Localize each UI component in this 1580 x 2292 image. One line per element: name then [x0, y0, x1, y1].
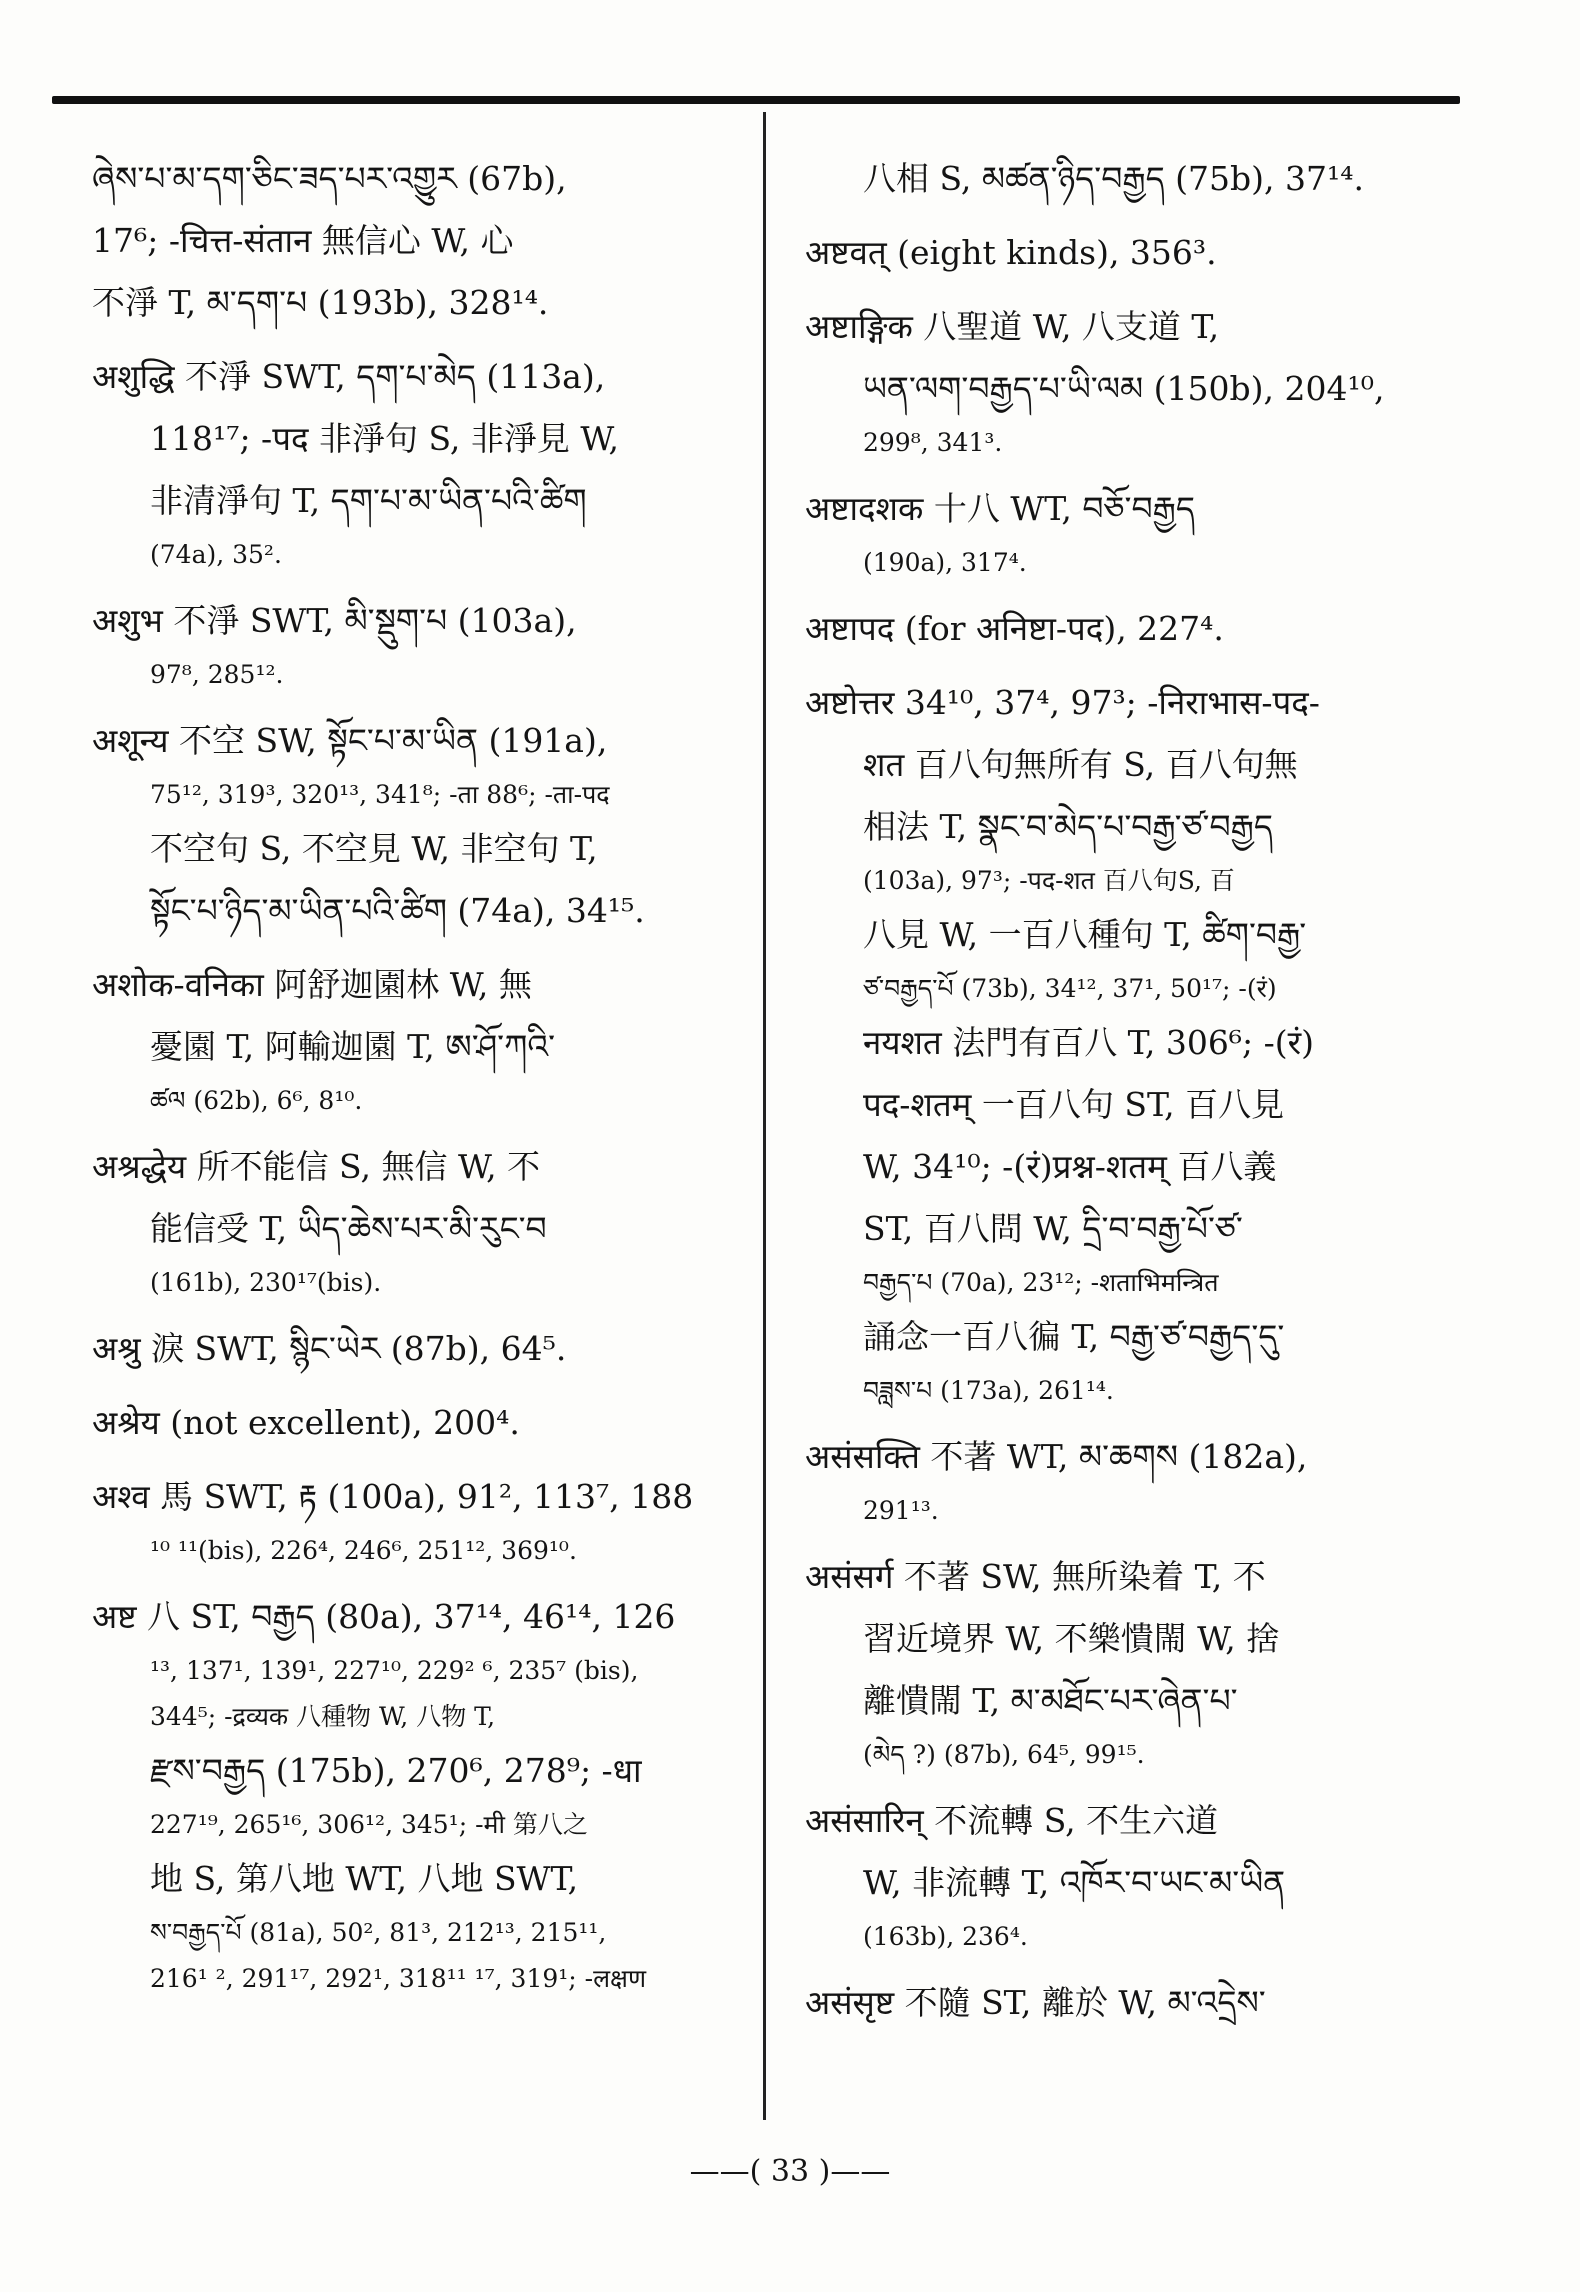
- entry-line: असंसारिन् 不流轉 S, 不生六道: [805, 1801, 1219, 1840]
- entry-line: अशुभ 不淨 SWT, མི་སྡུག་པ (103a),: [92, 601, 577, 640]
- entry-line: 相法 T, སྣང་བ་མེད་པ་བརྒྱ་ཙ་བརྒྱད: [863, 807, 1273, 846]
- entry-line: ¹⁰ ¹¹(bis), 226⁴, 246⁶, 251¹², 369¹⁰.: [150, 1536, 577, 1565]
- entry-line: अश्रेय (not excellent), 200⁴.: [92, 1403, 520, 1442]
- dictionary-entry: [92, 954, 732, 1124]
- entry-line: བརྒྱད་པ (70a), 23¹²; -शताभिमन्त्रित: [863, 1268, 1219, 1297]
- entry-line: अष्टवत् (eight kinds), 356³.: [805, 233, 1217, 272]
- entry-line: W, 34¹⁰; -(रं)प्रश्न-शतम् 百八義: [863, 1147, 1277, 1186]
- entry-line: ST, 百八問 W, དྲི་བ་བརྒྱ་པོ་ཙ་: [863, 1209, 1243, 1248]
- entry-line: 291¹³.: [863, 1496, 939, 1525]
- dictionary-entry: [805, 672, 1445, 1414]
- dictionary-entry: [805, 1546, 1445, 1778]
- dictionary-entry: [92, 1586, 732, 2002]
- dictionary-entry: [805, 296, 1445, 466]
- entry-line: 216¹ ², 291¹⁷, 292¹, 318¹¹ ¹⁷, 319¹; -लक्षण: [150, 1964, 647, 1993]
- entry-line: पद-शतम् 一百八句 ST, 百八見: [863, 1085, 1285, 1124]
- entry-line: ས་བརྒྱད་པོ (81a), 50², 81³, 212¹³, 215¹¹,: [150, 1918, 607, 1947]
- entry-line: 非清淨句 T, དག་པ་མ་ཡིན་པའི་ཚིག: [150, 481, 587, 520]
- entry-line: ཡན་ལག་བརྒྱད་པ་ཡི་ལམ (150b), 204¹⁰,: [863, 369, 1385, 408]
- entry-line: शत 百八句無所有 S, 百八句無: [863, 745, 1298, 784]
- dictionary-entry: [805, 1972, 1445, 2034]
- entry-line: अशुद्धि 不淨 SWT, དག་པ་མེད (113a),: [92, 357, 606, 396]
- entry-line: अष्टादशक 十八 WT, བཅོ་བརྒྱད: [805, 489, 1195, 528]
- top-rule: [52, 96, 1460, 104]
- dictionary-entry: [92, 710, 732, 942]
- entry-line: (161b), 230¹⁷(bis).: [150, 1268, 382, 1297]
- dictionary-entry: [92, 148, 732, 334]
- entry-line: 八見 W, 一百八種句 T, ཚིག་བརྒྱ་: [863, 915, 1307, 954]
- left-column: [92, 148, 732, 2014]
- page-number: ——( 33 )——: [689, 2154, 891, 2189]
- entry-line: 不淨 T, མ་དག་པ (193b), 328¹⁴.: [92, 283, 549, 322]
- dictionary-entry: [805, 1426, 1445, 1534]
- entry-line: 習近境界 W, 不樂憒閙 W, 捨: [863, 1619, 1280, 1658]
- right-column: [805, 148, 1445, 2046]
- entry-line: (163b), 236⁴.: [863, 1922, 1028, 1951]
- entry-line: अश्रद्धेय 所不能信 S, 無信 W, 不: [92, 1147, 541, 1186]
- entry-line: अश्व 馬 SWT, རྟ (100a), 91², 113⁷, 188: [92, 1477, 694, 1516]
- dictionary-entry: [805, 598, 1445, 660]
- entry-line: अशोक-वनिका 阿舒迦園林 W, 無: [92, 965, 532, 1004]
- entry-line: 227¹⁹, 265¹⁶, 306¹², 345¹; -मी 第八之: [150, 1810, 588, 1839]
- entry-line: अष्टापद (for अनिष्टा-पद), 227⁴.: [805, 609, 1224, 648]
- entry-line: ¹³, 137¹, 139¹, 227¹⁰, 229² ⁶, 235⁷ (bis),: [150, 1656, 639, 1685]
- entry-line: (190a), 317⁴.: [863, 548, 1027, 577]
- entry-line: 17⁶; -चित्त-संतान 無信心 W, 心: [92, 221, 514, 260]
- entry-line: 299⁸, 341³.: [863, 428, 1003, 457]
- entry-line: 地 S, 第八地 WT, 八地 SWT,: [150, 1859, 579, 1898]
- entry-line: अष्टाङ्गिक 八聖道 W, 八支道 T,: [805, 307, 1220, 346]
- entry-line: སྟོང་པ་ཉིད་མ་ཡིན་པའི་ཚིག (74a), 34¹⁵.: [150, 891, 645, 930]
- entry-line: अष्टोत्तर 34¹⁰, 37⁴, 97³; -निराभास-पद-: [805, 683, 1320, 722]
- entry-line: 344⁵; -द्रव्यक 八種物 W, 八物 T,: [150, 1702, 496, 1731]
- entry-line: 118¹⁷; -पद 非淨句 S, 非淨見 W,: [150, 419, 619, 458]
- entry-line: 75¹², 319³, 320¹³, 341⁸; -ता 88⁶; -ता-पद: [150, 780, 610, 809]
- entry-line: (103a), 97³; -पद-शत 百八句S, 百: [863, 866, 1235, 895]
- entry-line: अशून्य 不空 SW, སྟོང་པ་མ་ཡིན (191a),: [92, 721, 608, 760]
- entry-line: 誦念一百八徧 T, བརྒྱ་ཙ་བརྒྱད་དུ་: [863, 1317, 1285, 1356]
- dictionary-entry: [805, 478, 1445, 586]
- entry-line: नयशत 法門有百八 T, 306⁶; -(रं): [863, 1023, 1315, 1062]
- dictionary-entry: [92, 590, 732, 698]
- entry-line: (མེད ?) (87b), 64⁵, 99¹⁵.: [863, 1740, 1145, 1769]
- entry-line: असंसर्ग 不著 SW, 無所染着 T, 不: [805, 1557, 1266, 1596]
- dictionary-entry: [805, 1790, 1445, 1960]
- dictionary-entry: [92, 346, 732, 578]
- entry-line: असंसक्ति 不著 WT, མ་ཆགས (182a),: [805, 1437, 1308, 1476]
- entry-line: 八相 S, མཚན་ཉིད་བརྒྱད (75b), 37¹⁴.: [863, 159, 1364, 198]
- entry-line: ཚལ (62b), 6⁶, 8¹⁰.: [150, 1086, 363, 1115]
- entry-line: (74a), 35².: [150, 540, 282, 569]
- dictionary-entry: [92, 1136, 732, 1306]
- entry-line: असंसृष्ट 不隨 ST, 離於 W, མ་འདྲེས་: [805, 1983, 1266, 2022]
- entry-line: अश्रु 淚 SWT, སྙིང་ཡེར (87b), 64⁵.: [92, 1329, 567, 1368]
- entry-line: 離憒閙 T, མ་མཐོང་པར་ཞེན་པ་: [863, 1681, 1238, 1720]
- dictionary-entry: [805, 148, 1445, 210]
- entry-line: 能信受 T, ཡིད་ཆེས་པར་མི་རུང་བ: [150, 1209, 547, 1248]
- dictionary-entry: [92, 1392, 732, 1454]
- dictionary-entry: [92, 1318, 732, 1380]
- dictionary-entry: [92, 1466, 732, 1574]
- dictionary-entry: [805, 222, 1445, 284]
- entry-line: ཙ་བརྒྱད་པོ (73b), 34¹², 37¹, 50¹⁷; -(रं): [863, 974, 1277, 1003]
- column-divider: [763, 112, 766, 2120]
- entry-line: རྫས་བརྒྱད (175b), 270⁶, 278⁹; -धा: [150, 1751, 642, 1790]
- entry-line: 憂園 T, 阿輸迦園 T, ཨ་ཤོ་ཀའི་: [150, 1027, 556, 1066]
- entry-line: 不空句 S, 不空見 W, 非空句 T,: [150, 829, 598, 868]
- entry-line: अष्ट 八 ST, བརྒྱད (80a), 37¹⁴, 46¹⁴, 126: [92, 1597, 676, 1636]
- entry-line: བཟླས་པ (173a), 261¹⁴.: [863, 1376, 1114, 1405]
- entry-line: W, 非流轉 T, འཁོར་བ་ཡང་མ་ཡིན: [863, 1863, 1286, 1902]
- entry-line: ཞེས་པ་མ་དག་ཅིང་ཟད་པར་འགྱུར (67b),: [92, 159, 567, 198]
- entry-line: 97⁸, 285¹².: [150, 660, 284, 689]
